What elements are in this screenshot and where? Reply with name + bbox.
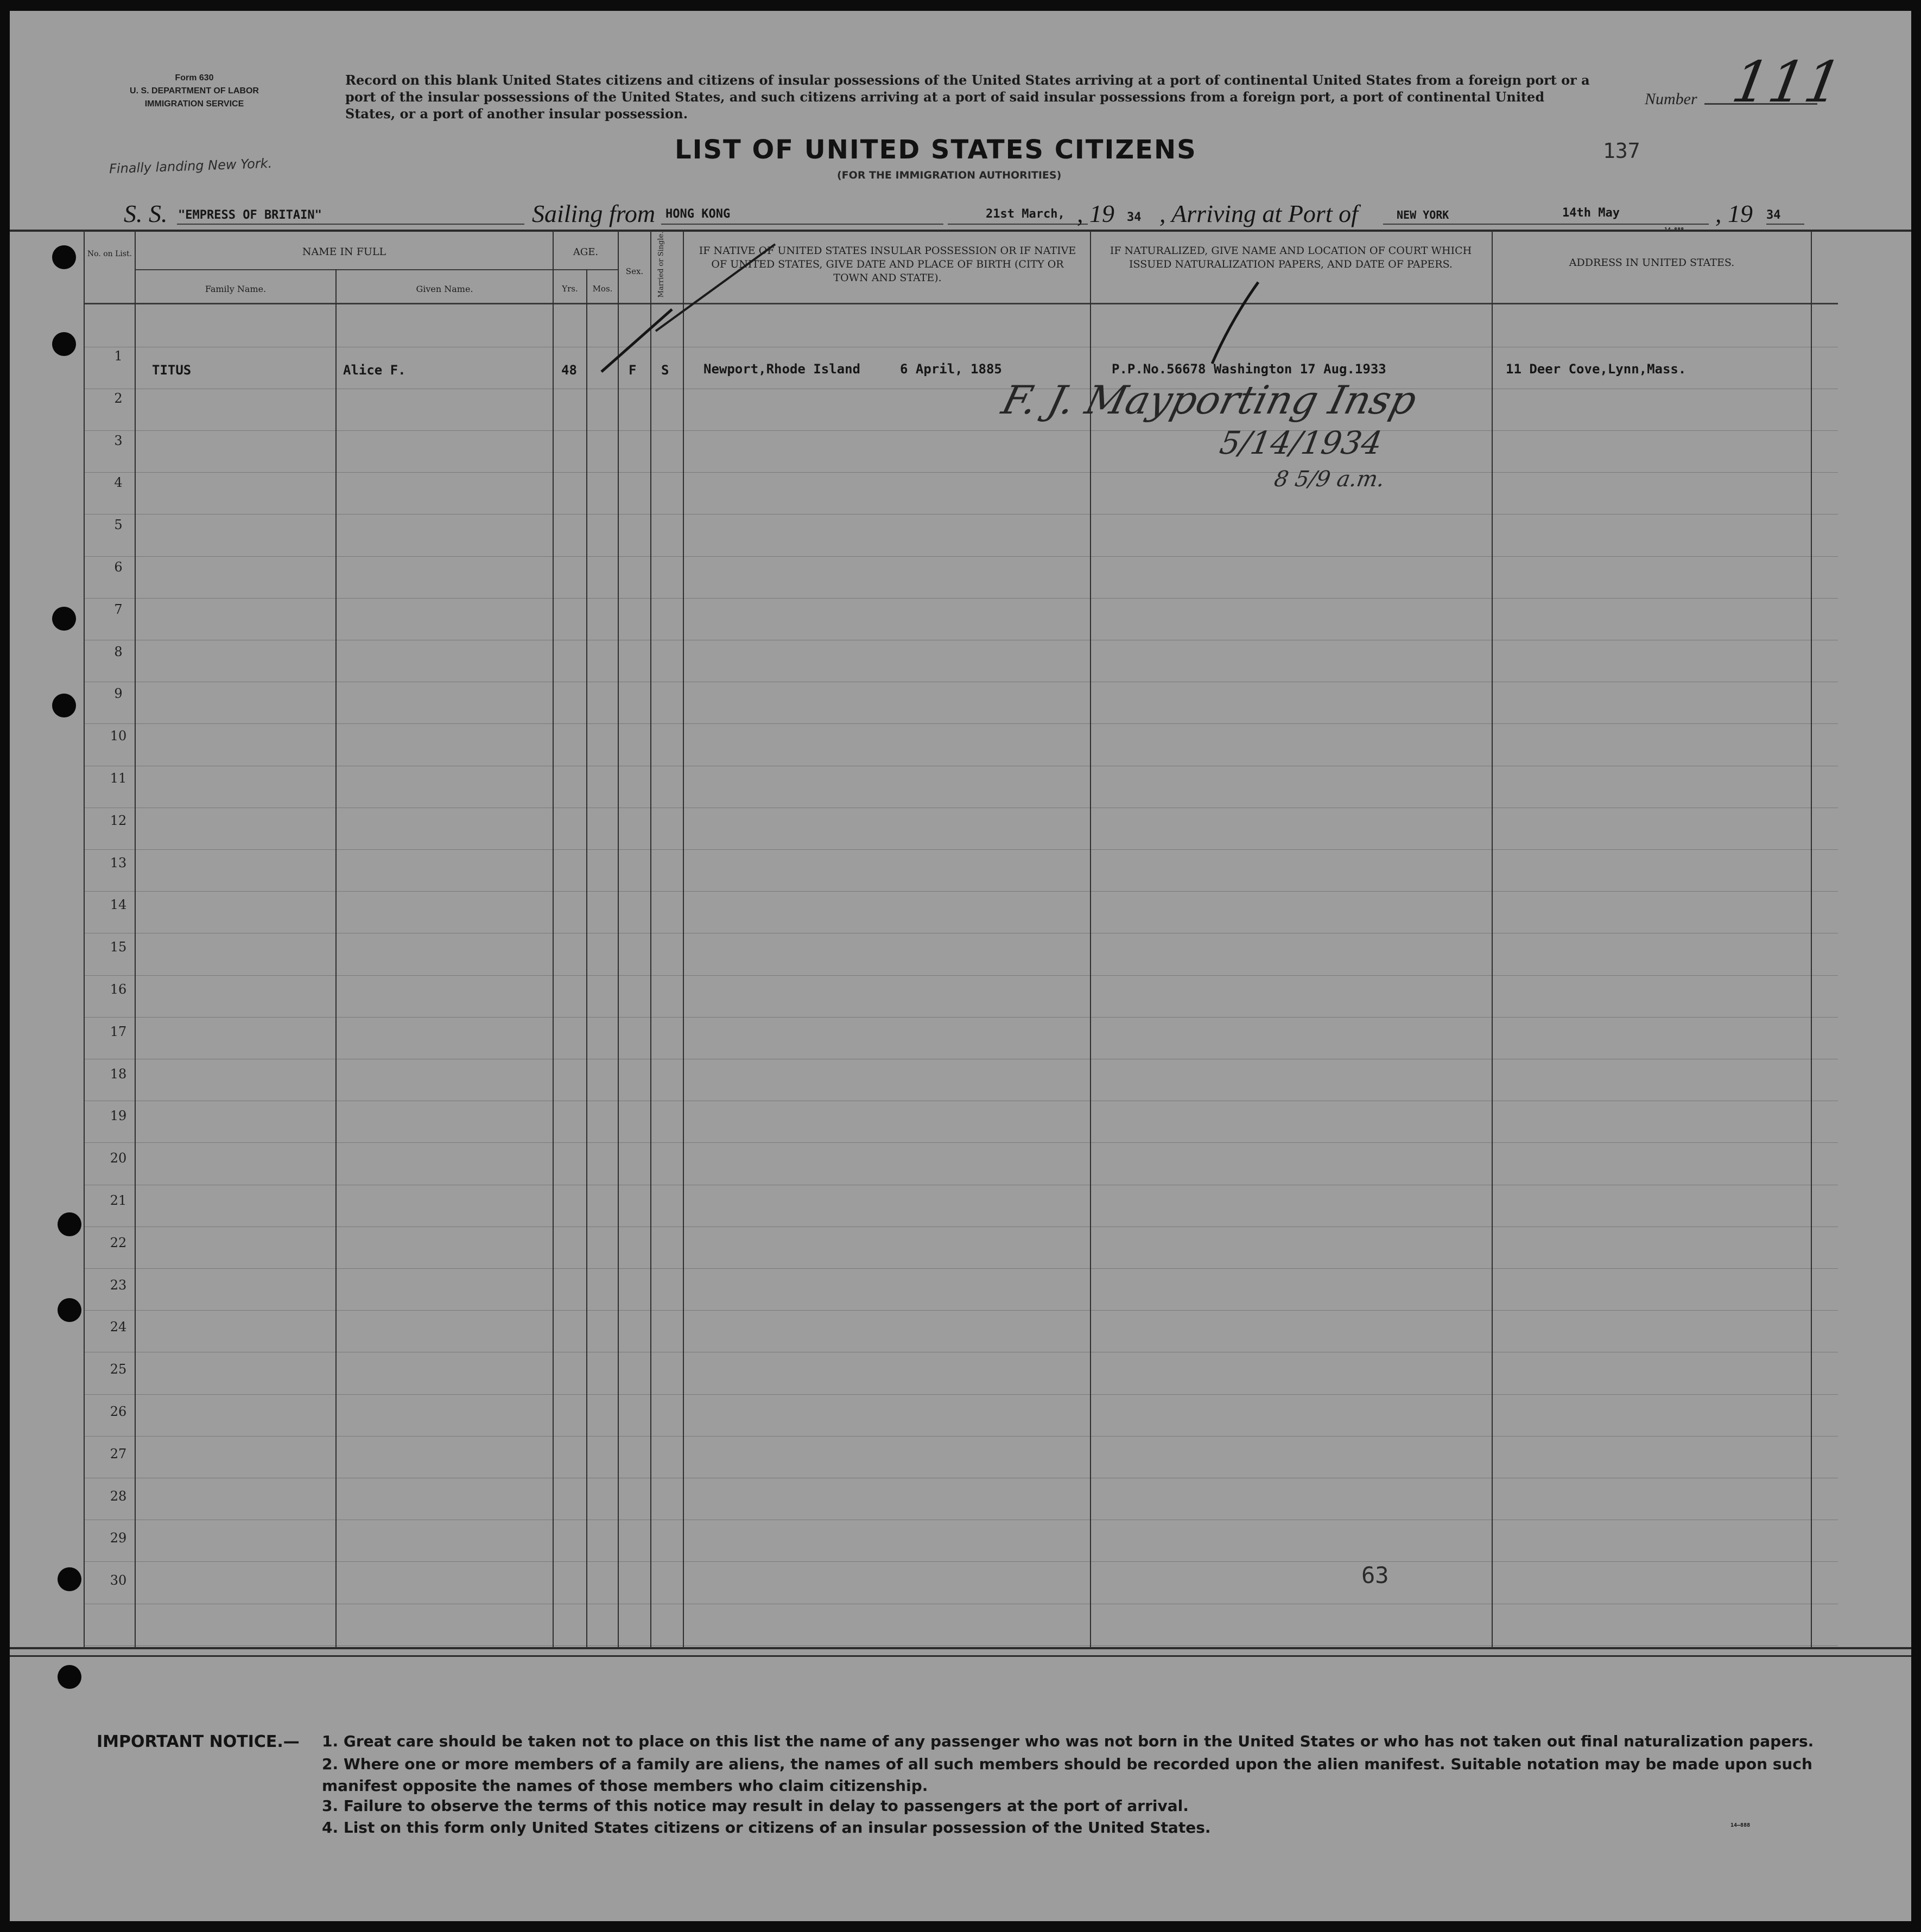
row-number: 1: [114, 348, 123, 364]
row-number: 24: [110, 1319, 127, 1334]
row-rule: [85, 1268, 1838, 1269]
row-rule: [85, 723, 1838, 724]
row-number: 26: [110, 1404, 127, 1419]
binder-hole: [58, 1212, 81, 1236]
header-no-on-list: No. on List.: [87, 250, 132, 258]
arrival-underline: [1383, 224, 1709, 225]
row-number: 6: [114, 560, 123, 575]
row-number: 7: [114, 602, 123, 617]
row-number: 4: [114, 475, 123, 490]
sailing-from-label: Sailing from: [532, 200, 656, 227]
row-rule: [85, 1226, 1838, 1227]
row-rule: [85, 556, 1838, 557]
service: IMMIGRATION SERVICE: [144, 99, 244, 109]
arrival-year-prefix: , 19: [1715, 200, 1753, 227]
naturalization-ditto-stroke: [1204, 277, 1269, 369]
binder-hole: [52, 694, 76, 717]
row-rule: [85, 975, 1838, 976]
col-rule-sex: [650, 230, 651, 1648]
arriving-label: , Arriving at Port of: [1159, 200, 1358, 227]
row-number: 16: [110, 982, 127, 997]
row-number: 19: [110, 1108, 127, 1123]
header-birth: IF NATIVE OF UNITED STATES INSULAR POSSESSION OR IF NATIVE OF UNITED STATES, GIVE DATE AND PLACE OF BIRTH (CITY OR TOWN AND STATE).: [699, 245, 1076, 284]
row-number: 8: [114, 644, 123, 659]
arrival-year: 34: [1766, 208, 1781, 222]
row-rule: [85, 1561, 1838, 1562]
header-naturalized: IF NATURALIZED, GIVE NAME AND LOCATION OF COURT WHICH ISSUED NATURALIZATION PAPERS, AND DATE OF PAPERS.: [1110, 245, 1472, 270]
header-family-name: Family Name.: [205, 284, 267, 294]
notice-item-3: 3. Failure to observe the terms of this notice may result in delay to passengers at the port of arrival.: [322, 1797, 1189, 1815]
table-bottom-rule: [10, 1647, 1911, 1649]
header-mos: Mos.: [592, 284, 613, 294]
page-title: LIST OF UNITED STATES CITIZENS: [675, 135, 1197, 165]
header-age: AGE.: [573, 246, 599, 258]
col-rule-birth: [1090, 230, 1091, 1648]
arrival-date: 14th May: [1562, 206, 1620, 220]
name-sub-rule: [136, 269, 557, 270]
binder-hole: [52, 245, 76, 269]
instructions: Record on this blank United States citizens and citizens of insular possessions of the United States arriving at a port of continental United States from a foreign port or a port of the insular possessions of the United States, and such citizens arriving at a port of said insular possessions from a foreign port, a port of continental United States, or a port of another insular possession.: [345, 72, 1590, 122]
row-rule: [85, 1310, 1838, 1311]
header-married-or-single: Married or Single.: [657, 231, 665, 298]
notice-item-4: 4. List on this form only United States citizens or citizens of an insular possession of the United States.: [322, 1819, 1211, 1836]
ship-name: "EMPRESS OF BRITAIN": [178, 208, 322, 222]
col-rule-address: [1811, 230, 1812, 1648]
ditto-stroke-marks: [585, 233, 802, 385]
form-id-block: [78, 72, 311, 111]
row-number: 5: [114, 517, 123, 532]
row-number: 29: [110, 1530, 127, 1546]
inspection-date: 5/14/1934: [1217, 424, 1385, 461]
col-rule-marital: [683, 230, 684, 1648]
inspector-signature: F. J. Mayporting Insp: [997, 377, 1422, 423]
cell-naturalization: P.P.No.56678 Washington 17 Aug.1933: [1112, 361, 1386, 377]
table-top-rule: [10, 230, 1911, 232]
notice-heading: IMPORTANT NOTICE.—: [97, 1732, 300, 1751]
row-number: 14: [110, 897, 127, 912]
date-underline: [948, 224, 1088, 225]
row-number: 3: [114, 433, 123, 448]
port-underline: [661, 224, 943, 225]
row-rule: [85, 472, 1838, 473]
row-number: 9: [114, 686, 123, 701]
row-number: 12: [110, 813, 127, 828]
page-subtitle: (FOR THE IMMIGRATION AUTHORITIES): [837, 169, 1062, 181]
notice-item-1: 1. Great care should be taken not to place on this list the name of any passenger who was not born in the United States or who has not taken out final naturalization papers.: [322, 1732, 1814, 1750]
col-rule-given: [553, 230, 554, 1648]
row-rule: [85, 891, 1838, 892]
row-number: 20: [110, 1151, 127, 1166]
header-yrs: Yrs.: [562, 284, 578, 294]
row-rule: [85, 1394, 1838, 1395]
row-number: 21: [110, 1193, 127, 1208]
notice-code: 14—888: [1730, 1822, 1751, 1828]
row-number: 28: [110, 1489, 127, 1504]
row-number: 18: [110, 1066, 127, 1082]
cell-family-name: TITUS: [152, 363, 192, 378]
row-number: 15: [110, 939, 127, 955]
binder-hole: [52, 332, 76, 356]
arrival-port: NEW YORK: [1397, 208, 1449, 221]
header-name-in-full: NAME IN FULL: [302, 246, 386, 258]
row-rule: [85, 430, 1838, 431]
row-number: 25: [110, 1362, 127, 1377]
ss-label: S. S.: [124, 200, 168, 227]
cell-given-name: Alice F.: [343, 363, 406, 378]
header-sex: Sex.: [625, 266, 644, 276]
row-number: 17: [110, 1024, 127, 1039]
sail-year: 34: [1127, 211, 1142, 224]
header-address: ADDRESS IN UNITED STATES.: [1569, 257, 1735, 269]
document-sheet: [10, 11, 1911, 1921]
row-rule: [85, 1436, 1838, 1437]
page-number: 137: [1603, 139, 1640, 163]
row-rule: [85, 1017, 1838, 1018]
col-rule-yrs: [586, 269, 587, 1648]
col-rule-family: [335, 269, 337, 1648]
list-number: 111: [1727, 49, 1847, 115]
department: U. S. DEPARTMENT OF LABOR: [130, 86, 259, 96]
col-rule-left: [84, 230, 85, 1648]
row-rule: [85, 849, 1838, 850]
sailing-from-port: HONG KONG: [665, 207, 731, 221]
inspection-time: 8 5/9 a.m.: [1272, 467, 1387, 492]
cell-sex: F: [629, 363, 637, 378]
binder-hole: [58, 1665, 81, 1689]
col-rule-mos: [618, 230, 619, 1648]
row-rule: [85, 1645, 1838, 1646]
cell-address: 11 Deer Cove,Lynn,Mass.: [1506, 361, 1687, 377]
binder-hole: [58, 1298, 81, 1322]
number-label: Number: [1645, 90, 1697, 108]
sail-date: 21st March,: [986, 207, 1065, 221]
binder-hole: [58, 1567, 81, 1591]
arrival-year-underline: [1766, 224, 1804, 225]
row-number: 2: [114, 391, 123, 406]
row-number: 11: [110, 771, 127, 786]
row-number: 22: [110, 1235, 127, 1250]
cell-birth-place: Newport,Rhode Island: [703, 361, 860, 377]
table-bottom-rule-2: [10, 1655, 1911, 1657]
row-number: 23: [110, 1278, 127, 1293]
cell-marital: S: [661, 363, 669, 378]
row-rule: [85, 1142, 1838, 1143]
binder-hole: [52, 607, 76, 631]
header-given-name: Given Name.: [416, 284, 473, 294]
col-rule-naturalization: [1492, 230, 1493, 1648]
row-number: 13: [110, 855, 127, 870]
ship-underline: [177, 224, 524, 225]
notice-item-2: 2. Where one or more members of a family are aliens, the names of all such members should be recorded upon the alien manifest. Suitable notation may be made upon such manifest opposite the names of those members who claim citizenship.: [322, 1755, 1812, 1795]
header-bottom-rule: [85, 303, 1838, 304]
cell-age-yrs: 48: [561, 363, 577, 378]
row-number: 10: [110, 728, 127, 743]
sail-year-prefix: , 19: [1077, 200, 1114, 227]
row-number: 27: [110, 1446, 127, 1461]
stamp-number: 63: [1361, 1562, 1389, 1588]
row-number: 30: [110, 1573, 127, 1588]
cell-birth-date: 6 April, 1885: [900, 361, 1002, 377]
row-rule: [85, 598, 1838, 599]
handwritten-note: Finally landing New York.: [109, 155, 272, 177]
form-number: Form 630: [175, 73, 214, 82]
